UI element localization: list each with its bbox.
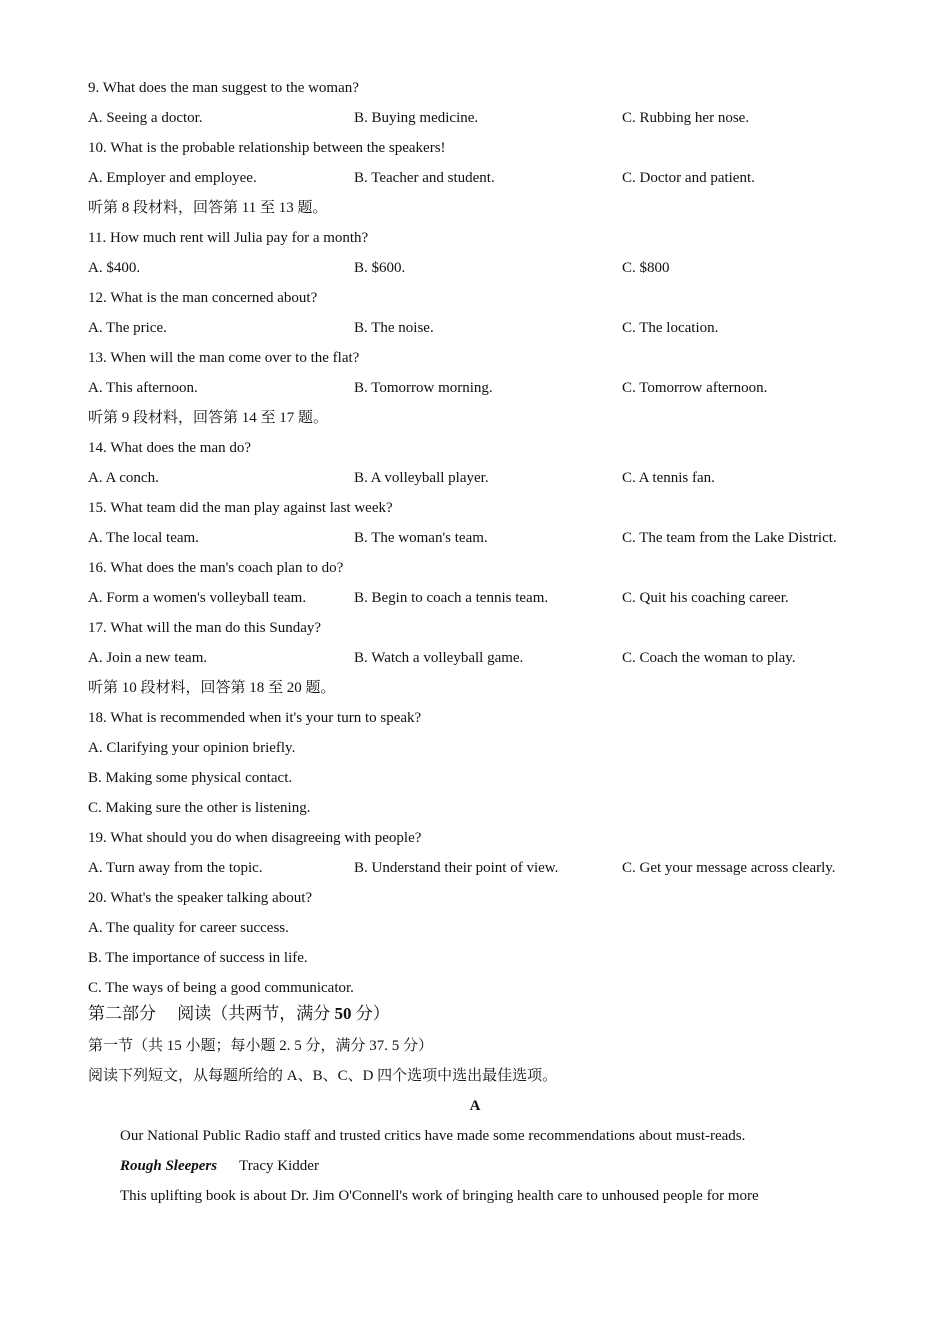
option-a: A. Seeing a doctor.: [88, 110, 203, 126]
question-15: 15. What team did the man play against last week?: [88, 500, 393, 516]
question-17-options: [88, 648, 888, 668]
book-title: Rough Sleepers: [120, 1158, 218, 1174]
book-entry-heading: [120, 1156, 319, 1176]
question-11: 11. How much rent will Julia pay for a month?: [88, 230, 369, 246]
option-b: B. A volleyball player.: [354, 470, 489, 486]
question-15-options: [88, 528, 888, 548]
question-18-option-c: C. Making sure the other is listening.: [88, 800, 311, 816]
option-a: A. This afternoon.: [88, 380, 198, 396]
question-12-options: [88, 318, 888, 338]
passage-intro: Our National Public Radio staff and trusted critics have made some recommendations about must-reads.: [120, 1128, 746, 1144]
option-a: A. Turn away from the topic.: [88, 860, 263, 876]
question-17: 17. What will the man do this Sunday?: [88, 620, 322, 636]
question-20-option-c: C. The ways of being a good communicator.: [88, 980, 354, 996]
option-a: A. A conch.: [88, 470, 159, 486]
question-10: 10. What is the probable relationship between the speakers!: [88, 140, 446, 156]
option-b: B. Watch a volleyball game.: [354, 650, 524, 666]
question-16-options: [88, 588, 888, 608]
question-18-option-b: B. Making some physical contact.: [88, 770, 293, 786]
question-19-options: [88, 858, 888, 878]
option-a: A. Join a new team.: [88, 650, 208, 666]
question-11-options: [88, 258, 888, 278]
option-a: A. Form a women's volleyball team.: [88, 590, 307, 606]
option-c: C. The team from the Lake District.: [622, 530, 837, 546]
option-c: C. Quit his coaching career.: [622, 590, 789, 606]
passage-label: A: [469, 1098, 481, 1114]
question-16: 16. What does the man's coach plan to do?: [88, 560, 344, 576]
question-14-options: [88, 468, 888, 488]
option-c: C. Rubbing her nose.: [622, 110, 750, 126]
option-b: B. Teacher and student.: [354, 170, 495, 186]
option-c: C. Doctor and patient.: [622, 170, 755, 186]
option-b: B. The noise.: [354, 320, 434, 336]
question-9-options: [88, 108, 888, 128]
option-c: C. The location.: [622, 320, 719, 336]
part-two-heading: [88, 1003, 390, 1025]
question-10-options: [88, 168, 888, 188]
question-20: 20. What's the speaker talking about?: [88, 890, 313, 906]
question-18: 18. What is recommended when it's your turn to speak?: [88, 710, 422, 726]
question-13-options: [88, 378, 888, 398]
option-a: A. The local team.: [88, 530, 199, 546]
option-c: C. Tomorrow afternoon.: [622, 380, 768, 396]
book-description: This uplifting book is about Dr. Jim O'Connell's work of bringing health care to unhoused people for more: [120, 1188, 759, 1204]
question-12: 12. What is the man concerned about?: [88, 290, 318, 306]
option-a: A. Employer and employee.: [88, 170, 257, 186]
option-b: B. Tomorrow morning.: [354, 380, 493, 396]
instruction-section-10: 听第 10 段材料，回答第 18 至 20 题。: [88, 680, 336, 696]
option-b: B. Begin to coach a tennis team.: [354, 590, 549, 606]
section-one-heading: 第一节（共 15 小题；每小题 2. 5 分，满分 37. 5 分）: [88, 1038, 434, 1054]
instruction-section-8: 听第 8 段材料，回答第 11 至 13 题。: [88, 200, 328, 216]
part-two-prefix: 第二部分 阅读（共两节，满分: [88, 1004, 335, 1023]
question-9: 9. What does the man suggest to the woman?: [88, 80, 359, 96]
option-a: A. The price.: [88, 320, 167, 336]
reading-instruction: 阅读下列短文，从每题所给的 A、B、C、D 四个选项中选出最佳选项。: [88, 1068, 558, 1084]
option-c: C. $800: [622, 260, 670, 276]
option-b: B. Buying medicine.: [354, 110, 479, 126]
option-b: B. $600.: [354, 260, 406, 276]
question-18-option-a: A. Clarifying your opinion briefly.: [88, 740, 296, 756]
option-b: B. Understand their point of view.: [354, 860, 559, 876]
option-c: C. A tennis fan.: [622, 470, 715, 486]
book-author: Tracy Kidder: [239, 1158, 319, 1174]
option-a: A. $400.: [88, 260, 141, 276]
part-two-score: 50: [334, 1004, 352, 1023]
question-20-option-a: A. The quality for career success.: [88, 920, 289, 936]
question-20-option-b: B. The importance of success in life.: [88, 950, 308, 966]
option-c: C. Get your message across clearly.: [622, 860, 836, 876]
question-14: 14. What does the man do?: [88, 440, 252, 456]
part-two-suffix: 分）: [351, 1004, 390, 1023]
question-19: 19. What should you do when disagreeing with people?: [88, 830, 422, 846]
instruction-section-9: 听第 9 段材料，回答第 14 至 17 题。: [88, 410, 329, 426]
question-13: 13. When will the man come over to the flat?: [88, 350, 360, 366]
option-c: C. Coach the woman to play.: [622, 650, 796, 666]
option-b: B. The woman's team.: [354, 530, 488, 546]
